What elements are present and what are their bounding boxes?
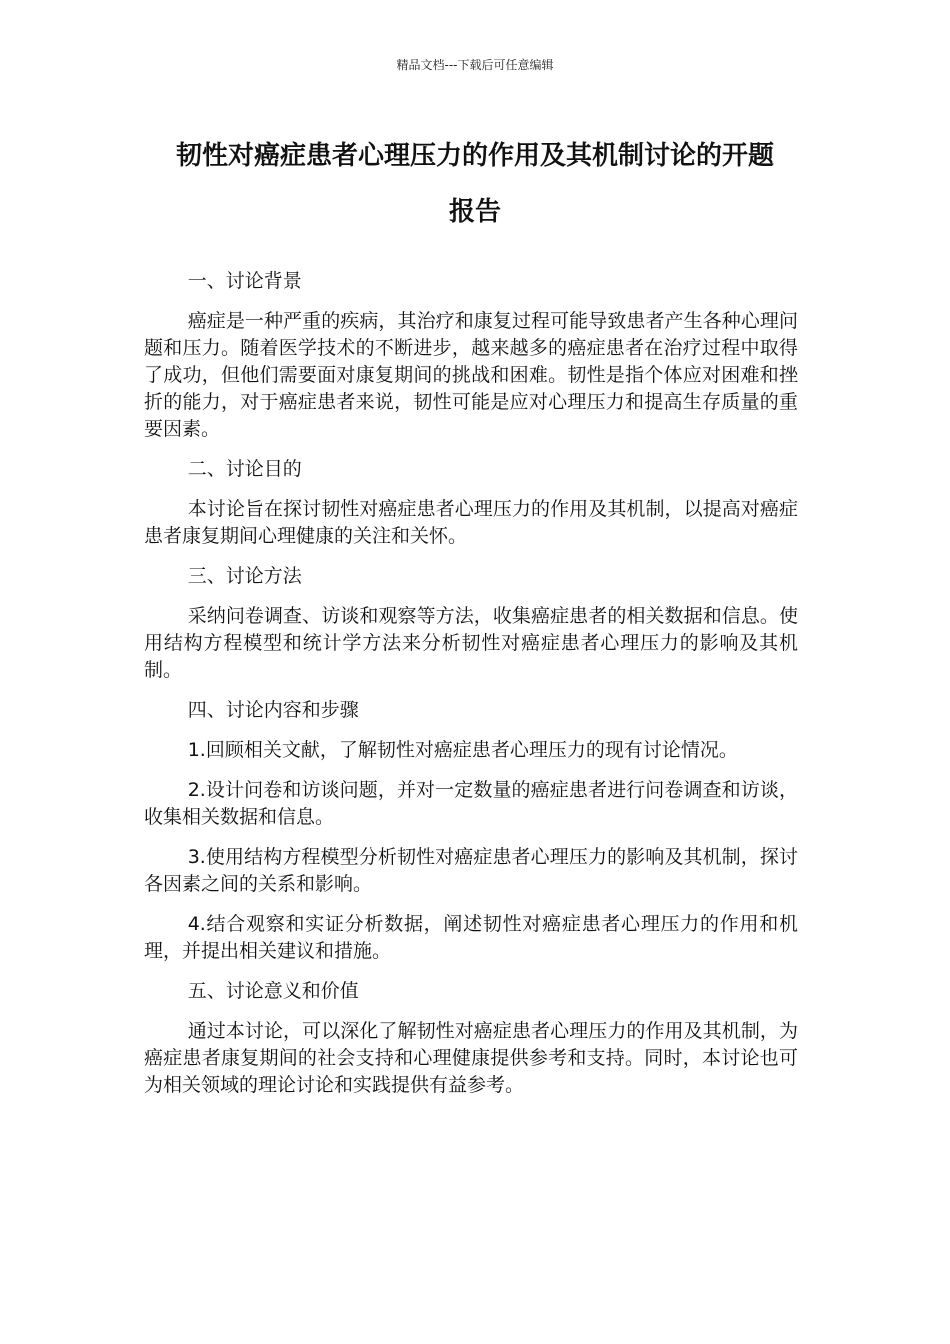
step-item-2: 2.设计问卷和访谈问题，并对一定数量的癌症患者进行问卷调查和访谈，收集相关数据和信息。 [144, 779, 798, 828]
step-item-3: 3.使用结构方程模型分析韧性对癌症患者心理压力的影响及其机制，探讨各因素之间的关系和影响。 [144, 846, 798, 895]
document-body [144, 268, 798, 1112]
document-title [120, 128, 830, 240]
section-heading-significance: 五、讨论意义和价值 [187, 980, 359, 1002]
document-title-line-1: 韧性对癌症患者心理压力的作用及其机制讨论的开题 [175, 141, 774, 171]
paragraph-background: 癌症是一种严重的疾病，其治疗和康复过程可能导致患者产生各种心理问题和压力。随着医学技术的不断进步，越来越多的癌症患者在治疗过程中取得了成功，但他们需要面对康复期间的挑战和困难。韧性是指个体应对困难和挫折的能力，对于癌症患者来说，韧性可能是应对心理压力和提高生存质量的重要因素。 [144, 310, 798, 440]
section-heading-method: 三、讨论方法 [187, 565, 302, 587]
header-note: 精品文档---下载后可任意编辑 [396, 58, 554, 72]
section-heading-background: 一、讨论背景 [187, 270, 302, 292]
step-item-4: 4.结合观察和实证分析数据，阐述韧性对癌症患者心理压力的作用和机理，并提出相关建议和措施。 [144, 913, 798, 962]
document-title-line-2: 报告 [448, 197, 501, 227]
step-item-1: 1.回顾相关文献，了解韧性对癌症患者心理压力的现有讨论情况。 [187, 739, 738, 761]
section-heading-content-steps: 四、讨论内容和步骤 [187, 699, 359, 721]
paragraph-purpose: 本讨论旨在探讨韧性对癌症患者心理压力的作用及其机制，以提高对癌症患者康复期间心理健康的关注和关怀。 [144, 498, 798, 547]
section-heading-purpose: 二、讨论目的 [187, 458, 302, 480]
paragraph-significance: 通过本讨论，可以深化了解韧性对癌症患者心理压力的作用及其机制，为癌症患者康复期间的社会支持和心理健康提供参考和支持。同时，本讨论也可为相关领域的理论讨论和实践提供有益参考。 [144, 1020, 798, 1096]
paragraph-method: 采纳问卷调查、访谈和观察等方法，收集癌症患者的相关数据和信息。使用结构方程模型和统计学方法来分析韧性对癌症患者心理压力的影响及其机制。 [144, 605, 798, 681]
